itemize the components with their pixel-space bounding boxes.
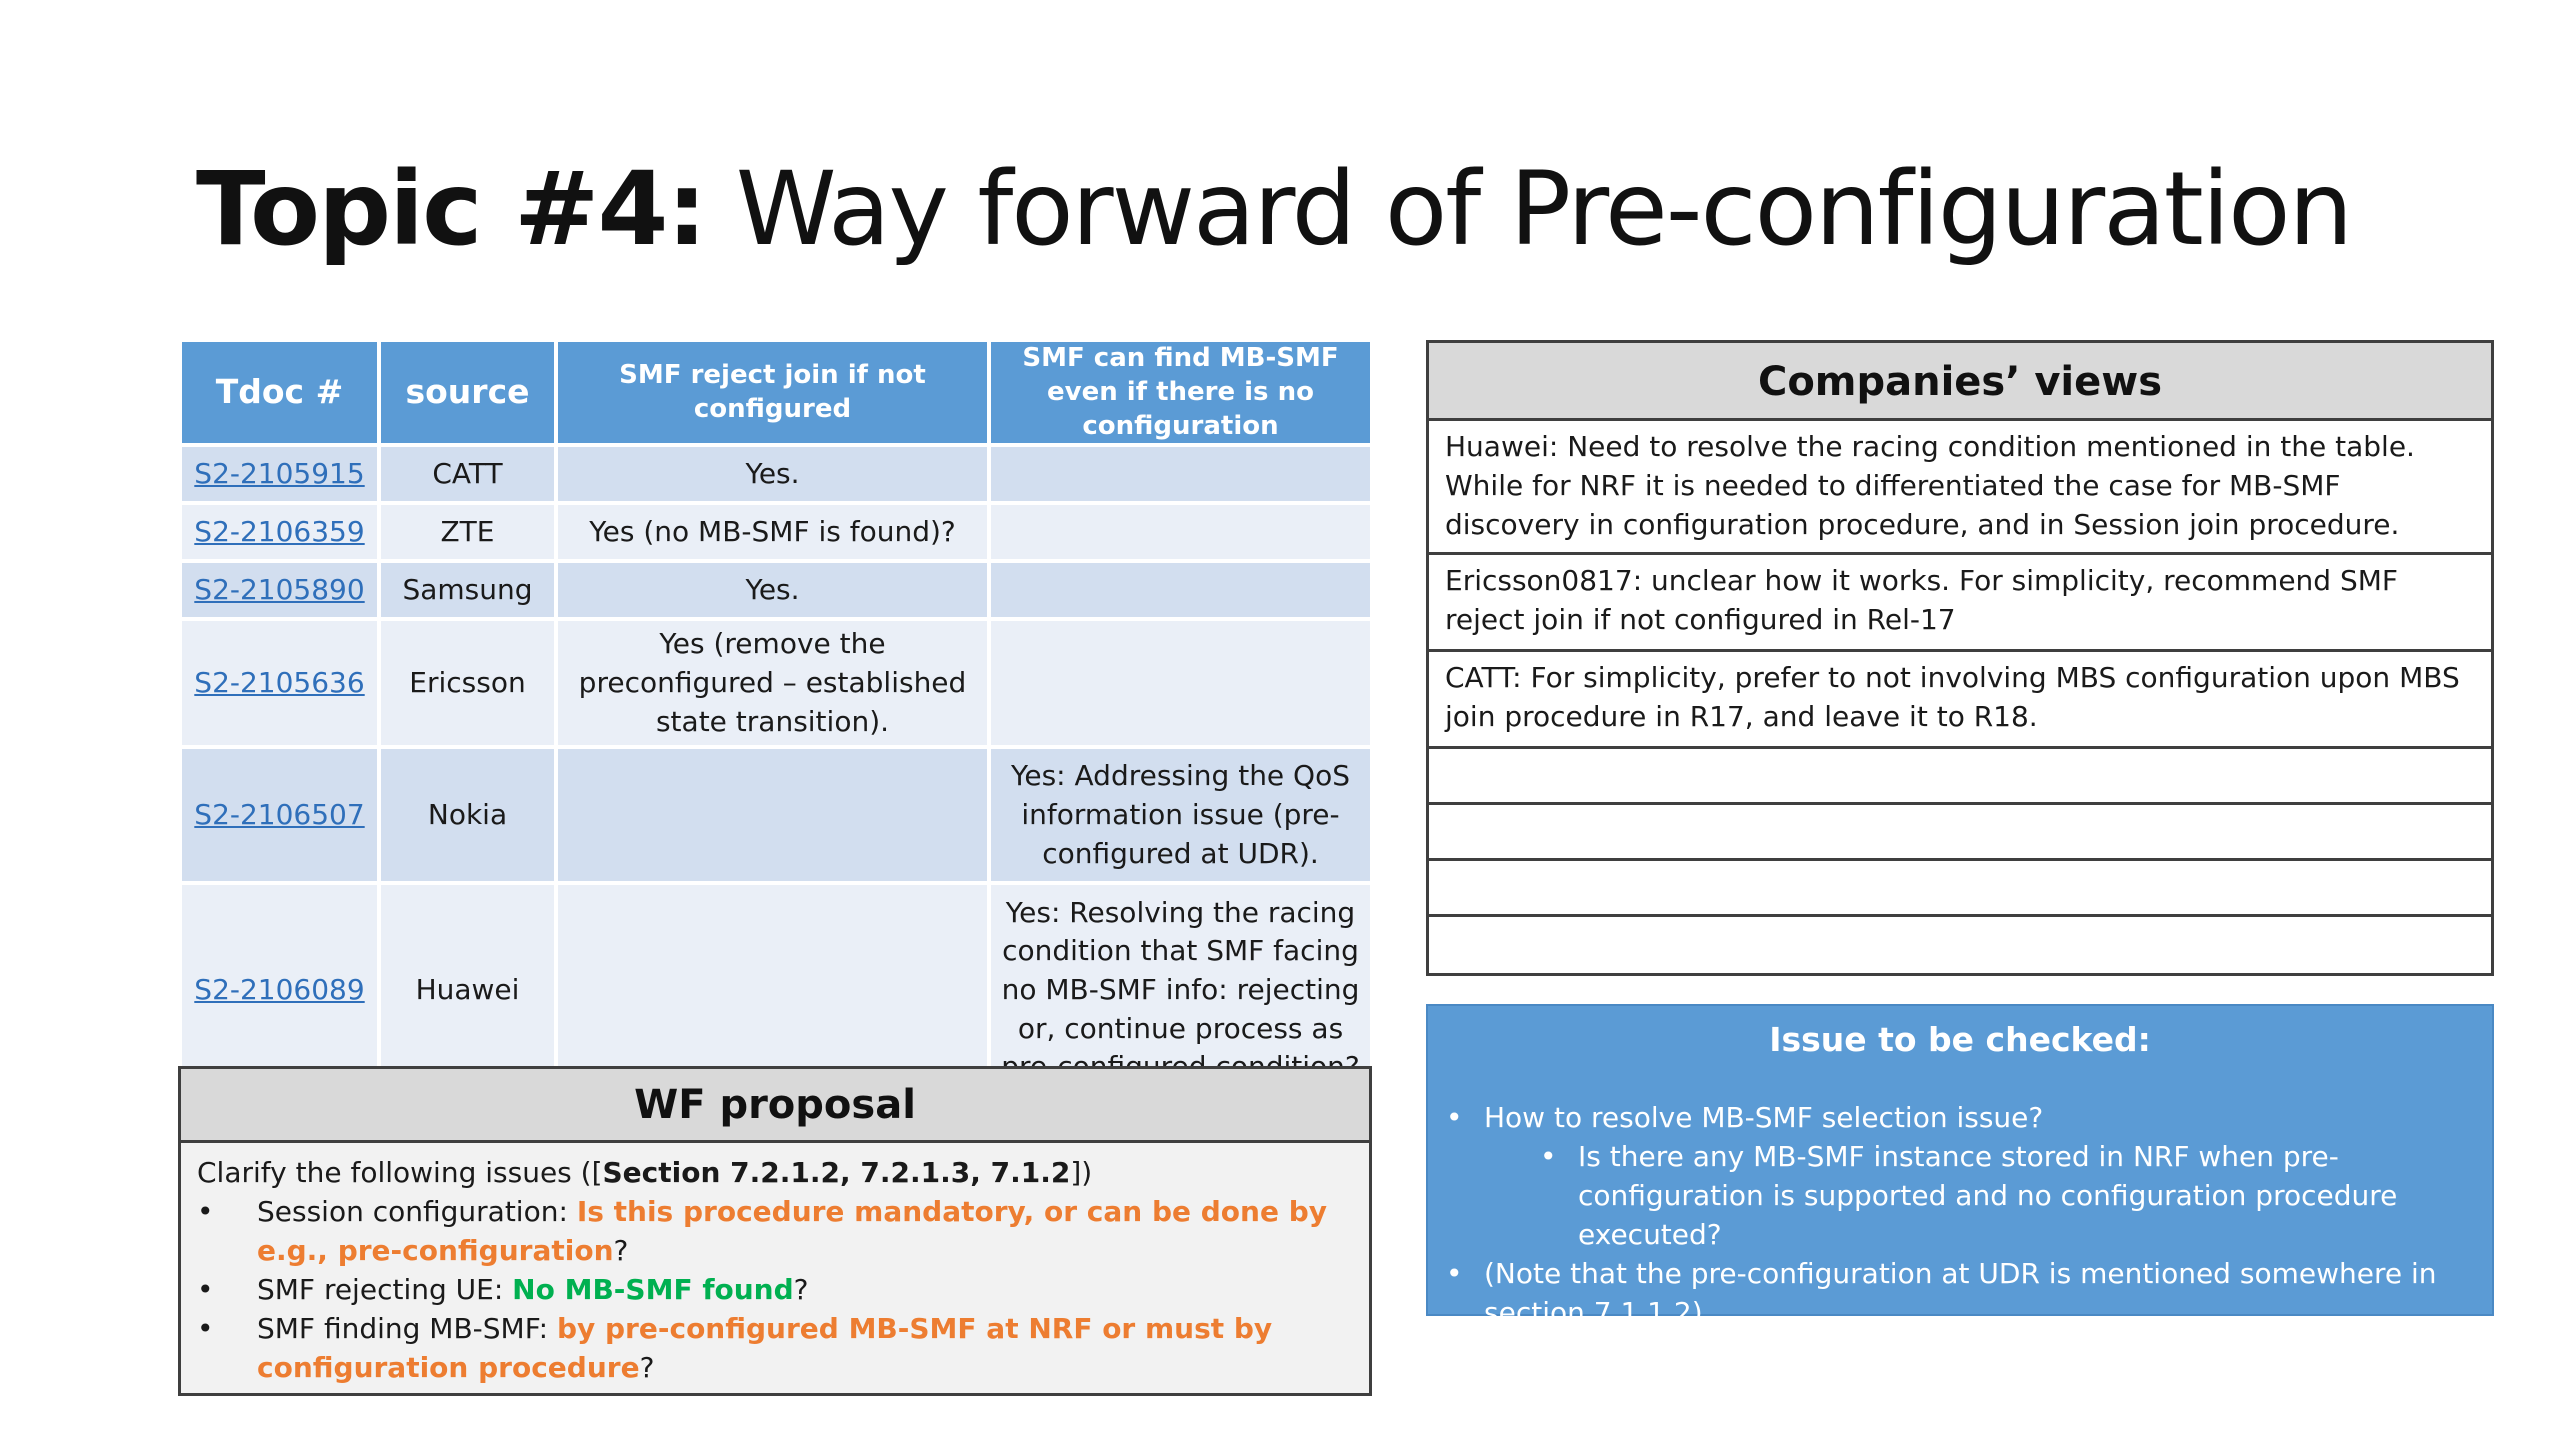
bullet-icon: •	[1446, 1257, 1463, 1290]
view-row: CATT: For simplicity, prefer to not involving MBS configuration upon MBS join procedure in R17, and leave it to R18.	[1429, 652, 2491, 749]
wf-item-tail: ?	[613, 1234, 629, 1267]
tdoc-link[interactable]: S2-2106507	[180, 747, 379, 883]
table-row	[180, 619, 1372, 747]
wf-item-highlight: by pre-configured MB-SMF at NRF or must by configuration procedure	[257, 1312, 1273, 1384]
issue-item-text: (Note that the pre-configuration at UDR is mentioned somewhere in section 7.1.1.2)	[1484, 1257, 2437, 1329]
wf-item-highlight: No MB-SMF found	[512, 1273, 794, 1306]
wf-item	[197, 1309, 1353, 1387]
wf-item-tail: ?	[793, 1273, 809, 1306]
companies-views-table	[1426, 340, 2494, 976]
source-cell: Samsung	[379, 561, 556, 619]
view-row-empty	[1429, 805, 2491, 861]
source-cell: CATT	[379, 445, 556, 503]
find-mb-smf-cell	[989, 561, 1372, 619]
tdoc-link[interactable]: S2-2106089	[180, 883, 379, 1097]
tdoc-link[interactable]: S2-2106359	[180, 503, 379, 561]
table-row	[180, 561, 1372, 619]
find-mb-smf-cell: Yes: Resolving the racing condition that SMF facing no MB-SMF info: rejecting or, continue process as	[989, 883, 1372, 1097]
bullet-icon: •	[1540, 1140, 1557, 1173]
column-header-tdoc: Tdoc #	[180, 340, 379, 445]
issue-body	[1428, 1080, 2492, 1332]
wf-intro	[197, 1153, 1353, 1192]
source-cell: Huawei	[379, 883, 556, 1097]
wf-item-label: SMF finding MB-SMF:	[257, 1312, 557, 1345]
tdoc-link[interactable]: S2-2105636	[180, 619, 379, 747]
issue-box	[1426, 1004, 2494, 1329]
wf-item-highlight: Is this procedure mandatory, or can be done by e.g., pre-configuration	[257, 1195, 1328, 1267]
wf-item-tail: ?	[639, 1351, 655, 1384]
companies-views-title: Companies’ views	[1429, 343, 2491, 421]
column-header-find-mb-smf: SMF can find MB-SMF even if there is no configuration	[989, 340, 1372, 445]
reject-join-cell: Yes (remove the preconfigured – established state transition).	[556, 619, 989, 747]
wf-item	[197, 1192, 1353, 1270]
wf-item-label: Session configuration:	[257, 1195, 577, 1228]
wf-proposal-title: WF proposal	[181, 1069, 1369, 1143]
bullet-icon: •	[1446, 1101, 1463, 1134]
tdoc-link[interactable]: S2-2105915	[180, 445, 379, 503]
find-mb-smf-cell: Yes: Addressing the QoS information issue (pre-configured at UDR).	[989, 747, 1372, 883]
table-row	[180, 445, 1372, 503]
view-row-empty	[1429, 861, 2491, 917]
wf-item	[197, 1270, 1353, 1309]
reject-join-cell: Yes (no MB-SMF is found)?	[556, 503, 989, 561]
issue-item-text: How to resolve MB-SMF selection issue?	[1484, 1101, 2044, 1134]
reject-join-cell: Yes.	[556, 445, 989, 503]
find-mb-smf-cell	[989, 445, 1372, 503]
wf-intro-sections: Section 7.2.1.2, 7.2.1.3, 7.1.2	[602, 1156, 1071, 1189]
reject-join-cell: Yes.	[556, 561, 989, 619]
tdoc-table	[178, 338, 1374, 1099]
view-row: Ericsson0817: unclear how it works. For simplicity, recommend SMF reject join if not configured in Rel-17	[1429, 555, 2491, 652]
bullet-icon: •	[197, 1273, 214, 1306]
source-cell: Nokia	[379, 747, 556, 883]
bullet-icon: •	[197, 1312, 214, 1345]
view-row-empty	[1429, 749, 2491, 805]
issue-item	[1428, 1098, 2492, 1137]
table-row	[180, 747, 1372, 883]
tdoc-link[interactable]: S2-2105890	[180, 561, 379, 619]
wf-proposal-body	[181, 1143, 1369, 1387]
find-mb-smf-cell	[989, 503, 1372, 561]
issue-item-text: Is there any MB-SMF instance stored in NRF when pre-configuration is supported and no configuration procedure executed?	[1578, 1140, 2398, 1251]
wf-item-label: SMF rejecting UE:	[257, 1273, 513, 1306]
reject-join-cell	[556, 747, 989, 883]
column-header-source: source	[379, 340, 556, 445]
column-header-reject-join: SMF reject join if not configured	[556, 340, 989, 445]
view-row: Huawei: Need to resolve the racing condition mentioned in the table. While for NRF it is needed to differentiated the case for MB-SMF discovery in configuration procedure, and in Session join procedure.	[1429, 421, 2491, 555]
issue-title: Issue to be checked:	[1769, 1020, 2151, 1059]
slide-title-text: Way forward of Pre-configuration	[705, 150, 2352, 269]
source-cell: Ericsson	[379, 619, 556, 747]
wf-intro-prefix: Clarify the following issues ([	[197, 1156, 603, 1189]
bullet-icon: •	[197, 1195, 214, 1228]
table-row	[180, 503, 1372, 561]
view-row-empty	[1429, 917, 2491, 973]
issue-subitem	[1428, 1137, 2492, 1254]
issue-item	[1428, 1254, 2492, 1332]
table-header-row	[180, 340, 1372, 445]
source-cell: ZTE	[379, 503, 556, 561]
slide-title-topic: Topic #4:	[196, 150, 706, 269]
slide-title	[196, 150, 2351, 269]
wf-proposal-box	[178, 1066, 1372, 1396]
wf-intro-suffix: ])	[1070, 1156, 1093, 1189]
find-mb-smf-cell	[989, 619, 1372, 747]
